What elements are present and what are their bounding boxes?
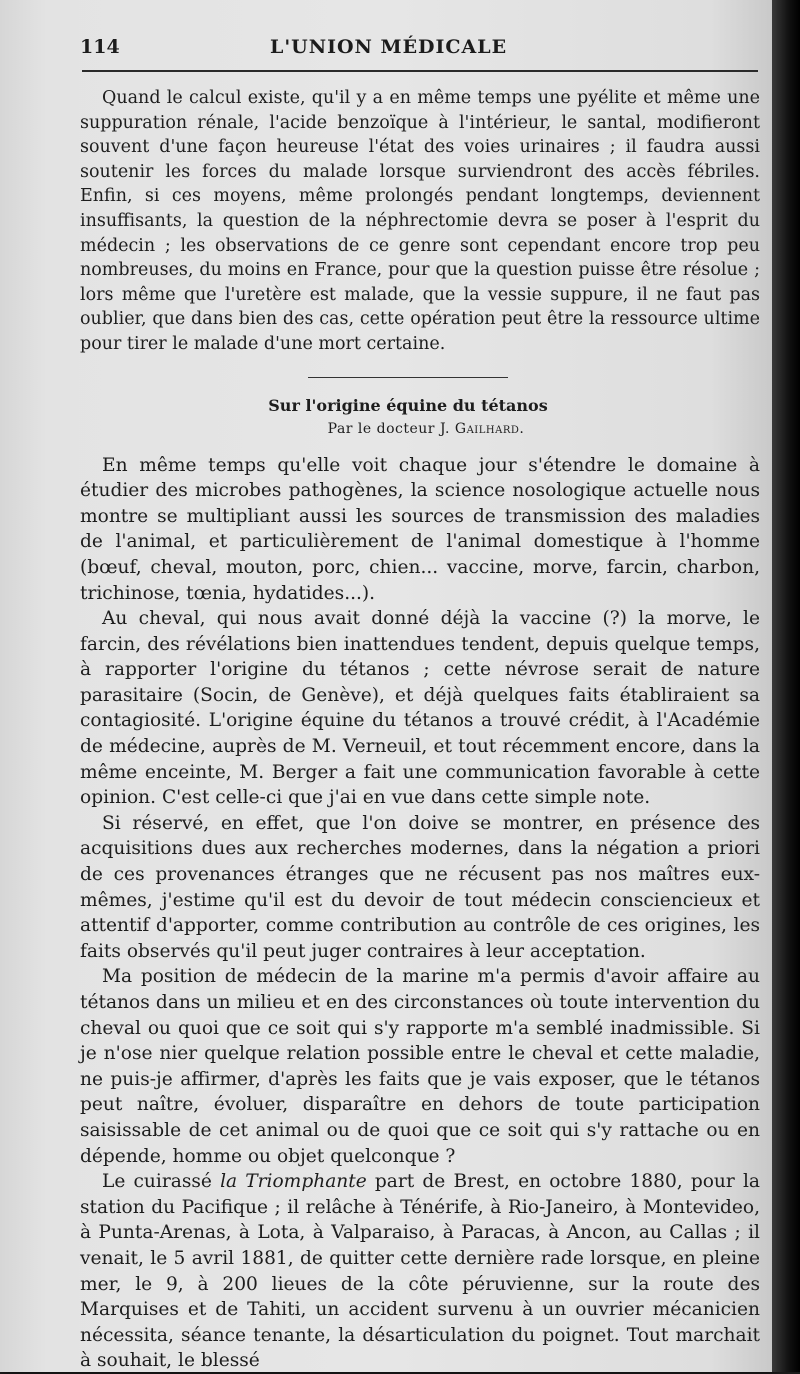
paragraph-5-rest: part de Brest, en octobre 1880, pour la station du Pacifique ; il relâche à Ténérife, à Rio-Janeiro, à Montevideo, à Punta-Arenas, à Lota, à Valparaiso, à Paracas, à Ancon, au Callas ; il venait, le 5 avril 1881, de quitter cette dernière rade lorsque, en pleine mer, le 9, à 200 lieues de la côte péruvienne, sur la route des Marquises et de Tahiti, un accident survenu à un ouvrier mécanicien nécessita, séance tenante, la désarticulation du poignet. Tout marchait à souhait, le blessé — [80, 1171, 760, 1372]
header-rule — [82, 70, 758, 72]
article-byline — [86, 421, 766, 437]
paragraph-5-start: Le cuirassé — [102, 1171, 221, 1193]
body-text — [80, 86, 760, 1374]
paragraph-3: Si réservé, en effet, que l'on doive se montrer, en présence des acquisitions dues aux recherches modernes, dans la négation a priori de ces provenances étranges que ne récusent pas nos maîtres eux-mêmes, j'estime qu'il est du devoir de tout médecin consciencieux et attentif d'apporter, comme contribution au contrôle de ces origines, les faits observés qu'il peut juger contraires à leur acceptation. — [80, 812, 760, 962]
page-number: 114 — [80, 36, 120, 58]
byline-author: Gailhard. — [454, 420, 525, 437]
ship-name: la Triomphante — [220, 1171, 367, 1193]
paragraph-2: Au cheval, qui nous avait donné déjà la vaccine (?) la morve, le farcin, des révélations bien inattendues tendent, depuis quelque temps, à rapporter l'origine du tétanos ; cette névrose serait de nature parasitaire (Socin, de Genève), et déjà quelques faits établiraient sa contagiosité. L'origine équine du tétanos a trouvé crédit, à l'Académie de médecine, auprès de M. Verneuil, et tout récemment encore, dans la même enceinte, M. Berger a fait une communication favorable à cette opinion. C'est celle-ci que j'ai en vue dans cette simple note. — [80, 608, 760, 809]
paragraph-nephrectomy: Quand le calcul existe, qu'il y a en même temps une pyélite et même une suppuration rénale, l'acide benzoïque à l'intérieur, le santal, modifieront souvent d'une façon heureuse l'état des voies urinaires ; il faudra aussi soutenir les forces du malade lorsque surviendront des accès fébriles. Enfin, si ces moyens, même prolongés pendant longtemps, deviennent insuffisants, la question de la néphrectomie devra se poser à l'esprit du médecin ; les observations de ce genre sont cependant encore trop peu nombreuses, du moins en France, pour que la question puisse être résolue ; lors même que l'uretère est malade, que la vessie suppure, il ne faut pas oublier, que dans bien des cas, cette opération peut être la ressource ultime pour tirer le malade d'une mort certaine. — [80, 88, 760, 354]
paragraph-4: Ma position de médecin de la marine m'a permis d'avoir affaire au tétanos dans un milieu et en des circonstances où toute intervention du cheval ou quoi que ce soit qui s'y rapporte m'a semblé inadmissible. Si je n'ose nier quelque relation possible entre le cheval et cette maladie, ne puis-je affirmer, d'après les faits que je vais exposer, que le tétanos peut naître, évoluer, disparaître en dehors de toute participation saisissable de cet animal ou de quoi que ce soit qui s'y rattache ou en dépende, homme ou objet quelconque ? — [80, 966, 760, 1167]
page-header — [80, 30, 758, 70]
running-title: L'UNION MÉDICALE — [270, 36, 508, 58]
paragraph-5 — [80, 1169, 760, 1374]
byline-prefix: Par le docteur J. — [327, 420, 450, 437]
paragraph-1: En même temps qu'elle voit chaque jour s'étendre le domaine à étudier des microbes pathogènes, la science nosologique actuelle nous montre se multipliant aussi les sources de transmission des maladies de l'animal, et particulièrement de l'animal domestique à l'homme (bœuf, cheval, mouton, porc, chien... vaccine, morve, farcin, charbon, trichinose, tœnia, hydatides...). — [80, 454, 760, 604]
section-divider — [308, 377, 508, 378]
article-title: Sur l'origine équine du tétanos — [268, 395, 548, 415]
page-edge-shadow — [772, 0, 800, 1372]
